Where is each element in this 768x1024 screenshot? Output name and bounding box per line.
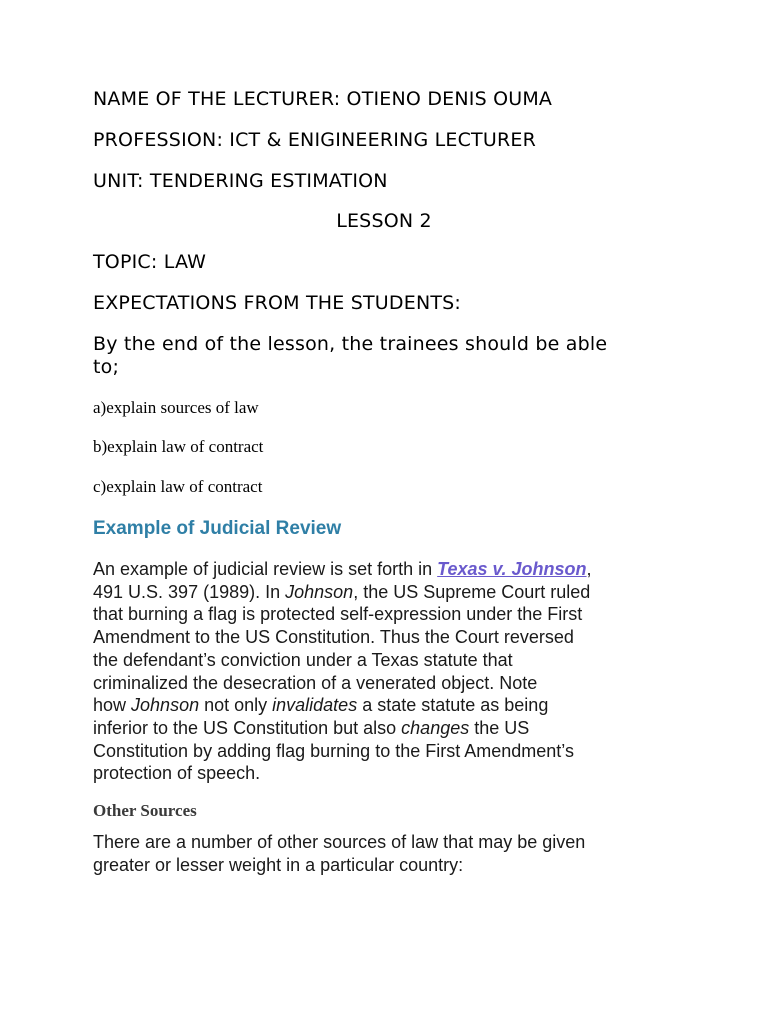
para-text: 491 U.S. 397 (1989). In <box>93 581 286 602</box>
para-line-4: Amendment to the US Constitution. Thus the Court reversed <box>93 627 574 648</box>
para-line-6: criminalized the desecration of a venerated object. Note <box>93 672 538 693</box>
objective-c: c)explain law of contract <box>93 477 263 496</box>
para-line-1 <box>93 558 693 581</box>
judicial-review-paragraph <box>93 558 693 785</box>
para-line-9: Constitution by adding flag burning to the First Amendment’s <box>93 740 574 761</box>
topic: TOPIC: LAW <box>93 251 207 273</box>
para-line-10: protection of speech. <box>93 763 261 784</box>
para-text: An example of judicial review is set forth in <box>93 559 438 579</box>
judicial-review-heading: Example of Judicial Review <box>93 518 342 539</box>
objective-a: a)explain sources of law <box>93 398 259 417</box>
para-text: , the US Supreme Court ruled <box>353 581 591 602</box>
case-link-texas-v-johnson[interactable]: Texas v. Johnson <box>437 559 587 579</box>
other-sources-line-1: There are a number of other sources of law that may be given <box>93 832 586 852</box>
other-sources-line-2: greater or lesser weight in a particular country: <box>93 854 464 875</box>
unit-title: UNIT: TENDERING ESTIMATION <box>93 170 388 192</box>
para-line-5: the defendant’s conviction under a Texas statute that <box>93 649 513 670</box>
para-emphasis: Johnson <box>131 695 200 716</box>
para-emphasis: Johnson <box>285 581 354 602</box>
para-text: a state statute as being <box>357 695 549 716</box>
profession: PROFESSION: ICT & ENIGINEERING LECTURER <box>93 129 536 151</box>
para-line-7 <box>93 694 693 717</box>
other-sources-heading: Other Sources <box>93 801 197 820</box>
objective-b: b)explain law of contract <box>93 437 264 456</box>
para-line-8 <box>93 717 693 740</box>
para-text: how <box>93 695 132 716</box>
other-sources-paragraph <box>93 831 693 876</box>
para-emphasis: invalidates <box>272 695 358 716</box>
expectations-heading: EXPECTATIONS FROM THE STUDENTS: <box>93 292 462 314</box>
para-line-2 <box>93 581 693 604</box>
para-text: not only <box>199 695 273 716</box>
intro-line-1: By the end of the lesson, the trainees should be able <box>93 333 608 355</box>
lesson-number: LESSON 2 <box>336 210 432 232</box>
para-text: inferior to the US Constitution but also <box>93 717 402 738</box>
para-text: , <box>586 559 592 579</box>
intro-line-2: to; <box>93 356 120 378</box>
para-line-3: that burning a flag is protected self-expression under the First <box>93 604 583 625</box>
para-emphasis: changes <box>401 717 470 738</box>
para-text: the US <box>469 717 530 738</box>
lecturer-name: NAME OF THE LECTURER: OTIENO DENIS OUMA <box>93 88 553 110</box>
